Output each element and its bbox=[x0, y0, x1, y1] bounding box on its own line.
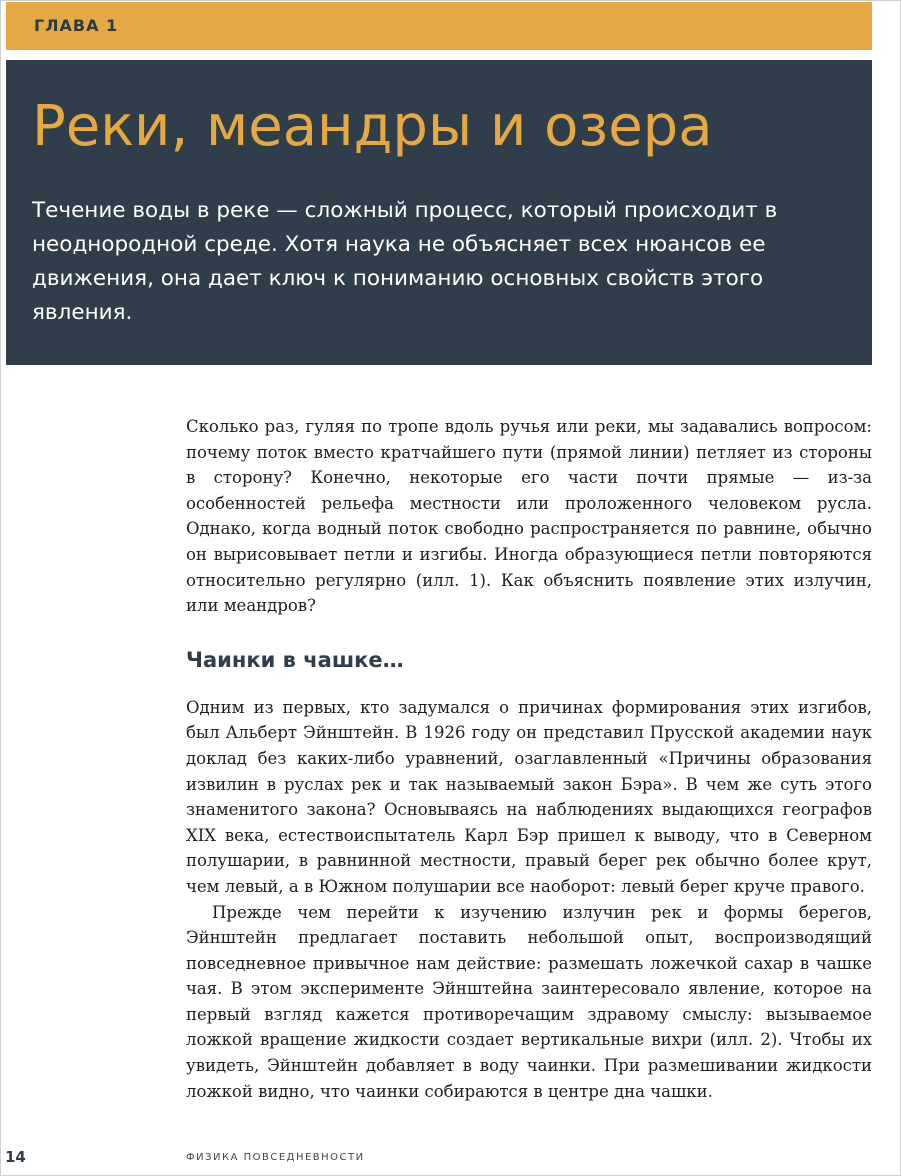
title-box bbox=[6, 60, 872, 365]
page-title: Реки, меандры и озера bbox=[32, 94, 713, 159]
body-paragraph-1: Одним из первых, кто задумался о причинах формирования этих изгибов, был Альберт Эйнштейн. В 1926 году он представил Прусской академии наук доклад без каких-либо уравнений, озаглавленный «Причины образования извилин в руслах рек и так называемый закон Бэра». В чем же суть этого знаменитого закона? Основываясь на наблюдениях выдающихся географов XIX века, естествоиспытатель Карл Бэр пришел к выводу, что в Северном полушарии, в равнинной местности, правый берег рек обычно более крут, чем левый, а в Южном полушарии все наоборот: левый берег круче правого. bbox=[186, 697, 872, 896]
article-body bbox=[186, 414, 872, 1104]
lead-paragraph: Течение воды в реке — сложный процесс, который происходит в неоднородной среде. Хотя наука не объясняет всех нюансов ее движения, она дает ключ к пониманию основных свойств этого явления. bbox=[32, 198, 778, 325]
chapter-label: ГЛАВА 1 bbox=[34, 16, 119, 35]
intro-paragraph: Сколько раз, гуляя по тропе вдоль ручья или реки, мы задавались вопросом: почему поток вместо кратчайшего пути (прямой линии) петляет из стороны в сторону? Конечно, некоторые его части почти прямые — из-за особенностей рельефа местности или проложенного человеком русла. Однако, когда водный поток свободно распространяется по равнине, обычно он вырисовывает петли и изгибы. Иногда образующиеся петли повторяются относительно регулярно (илл. 1). Как объяснить появление этих излучин, или меандров? bbox=[186, 417, 872, 616]
body-paragraph-2: Прежде чем перейти к изучению излучин рек и формы берегов, Эйнштейн предлагает поставить небольшой опыт, воспроизводящий повседневное привычное нам действие: размешать ложечкой сахар в чашке чая. В этом эксперименте Эйнштейна заинтересовало явление, которое на первый взгляд кажется противоречащим здравому смыслу: вызываемое ложкой вращение жидкости создает вертикальные вихри (илл. 2). Чтобы их увидеть, Эйнштейн добавляет в воду чаинки. При размешивании жидкости ложкой видно, что чаинки собираются в центре дна чашки. bbox=[186, 902, 872, 1101]
chapter-bar bbox=[6, 2, 872, 50]
section-heading: Чаинки в чашке… bbox=[186, 647, 404, 672]
running-footer: ФИЗИКА ПОВСЕДНЕВНОСТИ bbox=[186, 1152, 365, 1163]
page-number: 14 bbox=[5, 1148, 26, 1166]
